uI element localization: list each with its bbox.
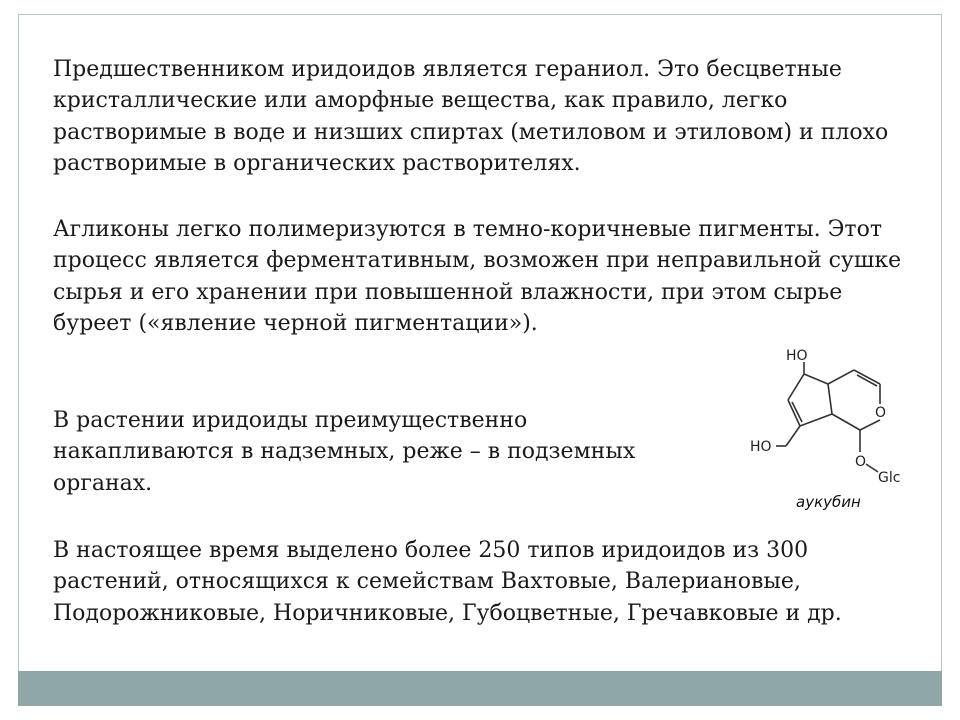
paragraph-accumulation: В растении иридоиды преимущественно накапливаются в надземных, реже – в подземных органах.: [53, 408, 636, 496]
glucose-label: Glc: [878, 470, 901, 486]
ring-oxygen-label: O: [875, 405, 887, 421]
footer-bar: [18, 671, 942, 706]
paragraph-precursor: Предшественником иридоидов является гераниол. Это бесцветные кристаллические или аморфные вещества, как правило, легко растворимые в воде и низших спиртах (метиловом и этиловом) и плохо растворимые в органических растворителях.: [53, 57, 889, 177]
molecule-name: аукубин: [796, 493, 861, 511]
paragraph-aglycones: Агликоны легко полимеризуются в темно-коричневые пигменты. Этот процесс является ферментативным, возможен при неправильной сушке сырья и его хранении при повышенной влажности, при этом сырье буреет («явление черной пигментации»).: [53, 217, 902, 337]
hydroxyl-left-label: HO: [750, 439, 772, 455]
aucubin-structure-diagram: [738, 330, 918, 520]
hydroxyl-top-label: HO: [786, 348, 808, 364]
paragraph-distribution: В настоящее время выделено более 250 типов иридоидов из 300 растений, относящихся к семействам Вахтовые, Валериановые, Подорожниковые, Норичниковые, Губоцветные, Гречавковые и др.: [53, 538, 842, 626]
glycoside-oxygen-label: O: [855, 454, 867, 470]
